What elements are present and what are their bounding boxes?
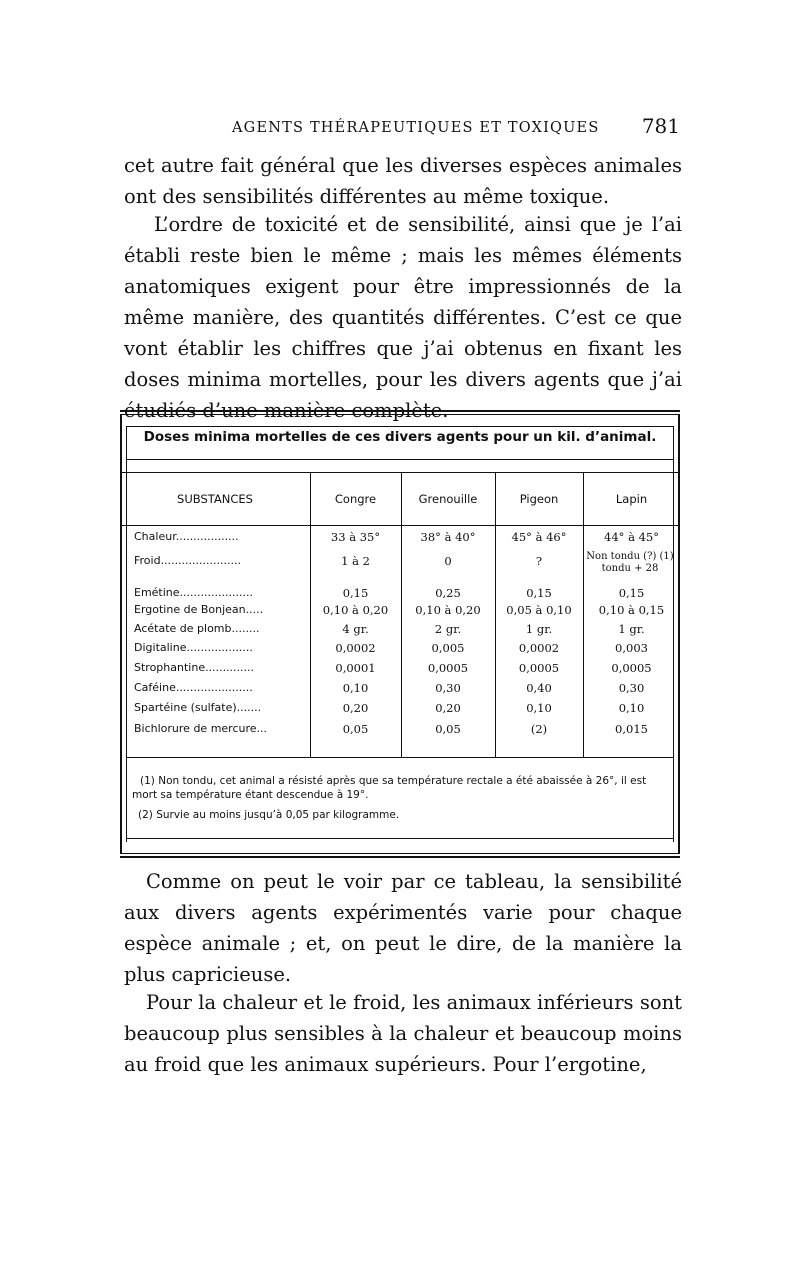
table-row [120, 719, 680, 740]
substance-name: Emétine..................... [134, 586, 253, 599]
value-pigeon: (2) [530, 722, 548, 736]
value-lapin: 0,0005 [611, 661, 652, 675]
header-grenouille: Grenouille [418, 492, 478, 506]
value-grenouille: 0,25 [435, 586, 461, 600]
value-congre: 0,20 [342, 701, 369, 715]
table-row [120, 658, 680, 679]
value-grenouille: 0 [444, 554, 452, 568]
table-top-rule [120, 410, 680, 412]
value-congre: 0,10 à 0,20 [322, 603, 389, 617]
paragraph-3: Comme on peut le voir par ce tableau, la sensibilité aux divers agents expérimentés varie pour chaque espèce animale ; et, on peut le dire, de la manière la plus capricieuse. [124, 870, 682, 986]
table-row [120, 619, 680, 640]
value-congre: 0,05 [342, 722, 369, 736]
value-pigeon: 0,0005 [518, 661, 560, 675]
table-row [120, 600, 680, 621]
substance-name: Digitaline................... [134, 641, 253, 654]
value-grenouille: 0,05 [435, 722, 461, 736]
value-congre: 0,0002 [335, 641, 376, 655]
header-substances: SUBSTANCES [177, 492, 253, 506]
value-grenouille: 0,20 [435, 701, 461, 715]
header-congre: Congre [334, 492, 377, 506]
substance-name: Bichlorure de mercure... [134, 722, 268, 735]
value-lapin: 0,015 [615, 722, 648, 736]
value-pigeon: 0,40 [526, 681, 552, 695]
running-header [124, 116, 682, 146]
substance-name: Caféine...................... [134, 681, 253, 694]
value-pigeon: 0,0002 [518, 641, 560, 655]
table-row [120, 551, 680, 577]
value-pigeon: 0,05 à 0,10 [506, 603, 572, 617]
substance-name: Ergotine de Bonjean..... [134, 603, 264, 616]
value-pigeon: 0,10 [526, 701, 552, 715]
title-top-rule [126, 426, 674, 427]
substance-name: Froid....................... [134, 554, 241, 567]
value-pigeon: ? [535, 554, 543, 568]
value-lapin: 0,10 [618, 701, 645, 715]
table-row [120, 698, 680, 719]
value-pigeon: 45° à 46° [511, 530, 567, 544]
value-pigeon: 1 gr. [525, 622, 553, 636]
substance-name: Acétate de plomb........ [134, 622, 260, 635]
value-grenouille: 2 gr. [434, 622, 462, 636]
substance-name: Strophantine.............. [134, 661, 255, 674]
value-congre: 33 à 35° [330, 530, 381, 544]
value-lapin: 44° à 45° [604, 530, 659, 544]
paragraph-1: cet autre fait général que les diverses espèces animales ont des sensibilités différentes au même toxique. [124, 154, 682, 208]
table-top-rule-thin [120, 414, 680, 415]
notes-bottom-rule [126, 838, 674, 839]
substance-name: Spartéine (sulfate)....... [134, 701, 262, 714]
table-bottom-rule [120, 856, 680, 858]
header-pigeon: Pigeon [519, 492, 559, 506]
table-row [120, 638, 680, 659]
value-congre: 1 à 2 [341, 554, 370, 568]
table-bottom-rule-thin [120, 853, 680, 854]
table-note-1: (1) Non tondu, cet animal a résisté après que sa température rectale a été abaissée à 26°, il est mort sa température étant descendue à 19°. [132, 775, 647, 801]
substance-name: Chaleur.................. [134, 530, 239, 543]
table-row [120, 678, 680, 699]
body-bottom-rule [126, 757, 674, 758]
value-congre: 0,15 [342, 586, 369, 600]
value-congre: 0,0001 [335, 661, 376, 675]
header-lapin: Lapin [615, 492, 648, 506]
value-lapin: 0,10 à 0,15 [598, 603, 665, 617]
paragraph-4: Pour la chaleur et le froid, les animaux inférieurs sont beaucoup plus sensibles à la chaleur et beaucoup moins au froid que les animaux supérieurs. Pour l’ergotine, [124, 991, 682, 1076]
value-congre: 4 gr. [342, 622, 369, 636]
value-lapin: 0,003 [615, 641, 648, 655]
value-congre: 0,10 [342, 681, 369, 695]
value-lapin: 1 gr. [618, 622, 645, 636]
value-grenouille: 0,0005 [427, 661, 469, 675]
value-pigeon: 0,15 [526, 586, 552, 600]
value-lapin: 0,30 [618, 681, 645, 695]
running-head: AGENTS THÉRAPEUTIQUES ET TOXIQUES [232, 120, 600, 136]
value-lapin: Non tondu (?) (1) tondu + 28 [586, 551, 674, 574]
paragraph-2: L’ordre de toxicité et de sensibilité, ainsi que je l’ai établi reste bien le même ; mais les mêmes éléments anatomiques exigent pour être impressionnés de la même manière, des quantités différentes. C’est ce que vont établir les chiffres que j’ai obtenus en fixant les doses minima mortelles, pour les divers agents que j’ai [124, 213, 682, 391]
toxicity-table [120, 410, 680, 858]
table-title: Doses minima mortelles de ces divers agents pour un kil. d’animal. [143, 429, 657, 445]
table-header-row [120, 472, 680, 526]
value-grenouille: 0,10 à 0,20 [415, 603, 481, 617]
table-notes [132, 774, 672, 828]
title-bottom-rule [126, 459, 674, 460]
value-grenouille: 38° à 40° [420, 530, 476, 544]
table-note-2: (2) Survie au moins jusqu’à 0,05 par kilogramme. [138, 809, 400, 821]
value-grenouille: 0,30 [435, 681, 461, 695]
table-row [120, 527, 680, 548]
value-grenouille: 0,005 [431, 641, 465, 655]
page-number: 781 [641, 114, 680, 138]
value-lapin: 0,15 [618, 586, 645, 600]
